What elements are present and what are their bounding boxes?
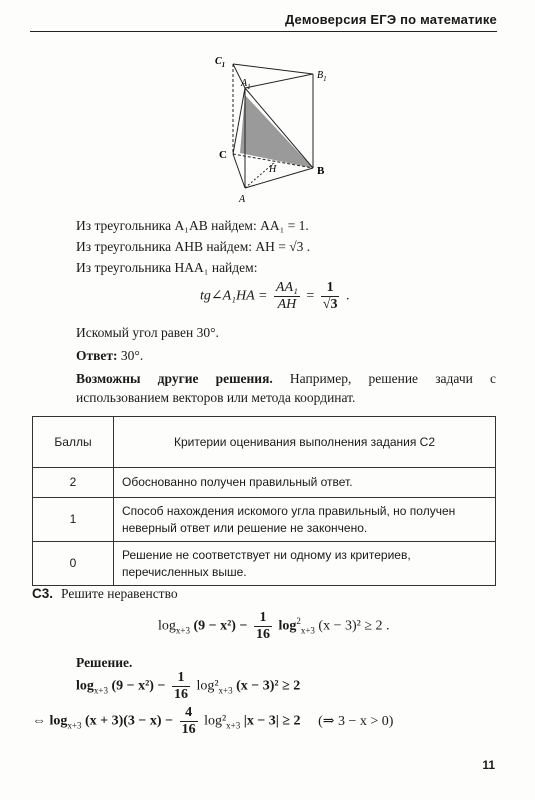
tangent-fraction-1-den: AH bbox=[277, 297, 297, 312]
tangent-fraction-2-den: √3 bbox=[322, 297, 338, 312]
answer-line bbox=[76, 345, 496, 366]
ineq-log-1: log bbox=[158, 618, 176, 634]
step2-log-base: x+3 bbox=[67, 720, 82, 731]
other-solutions bbox=[76, 369, 496, 407]
tangent-equals: = bbox=[306, 288, 315, 304]
label-c: C bbox=[219, 149, 227, 161]
label-h: H bbox=[269, 164, 277, 175]
ineq-log-2-power: 2 bbox=[296, 616, 301, 627]
step2-note: (⇒ 3 − x > 0) bbox=[318, 713, 394, 729]
table-row bbox=[33, 498, 496, 542]
row-score: 2 bbox=[33, 468, 114, 498]
step1-log2-base: x+3 bbox=[218, 685, 233, 696]
shaded-triangle bbox=[240, 95, 313, 168]
ineq-fraction-num: 1 bbox=[254, 610, 272, 627]
step2-arg: (x + 3)(3 − x) − bbox=[84, 713, 174, 729]
criteria-table bbox=[32, 416, 496, 586]
page-number: 11 bbox=[482, 758, 495, 772]
step1-log-base: x+3 bbox=[93, 685, 108, 696]
ineq-log-2-base: x+3 bbox=[300, 625, 315, 636]
solution-step-2 bbox=[32, 705, 393, 738]
tangent-fraction-2-num: 1 bbox=[321, 280, 340, 297]
step1-fraction bbox=[172, 670, 190, 703]
step1-fraction-num: 1 bbox=[172, 670, 190, 687]
step2-log2-base: x+3 bbox=[226, 720, 241, 731]
label-a: A bbox=[239, 194, 246, 205]
row-criterion: Способ нахождения искомого угла правильный, но получен неверный ответ или решение не закончено. bbox=[114, 498, 496, 542]
label-b1: $B_1$ bbox=[317, 70, 327, 83]
prism-figure bbox=[205, 50, 345, 210]
row-criterion: Обоснованно получен правильный ответ. bbox=[114, 468, 496, 498]
step2-fraction-den: 16 bbox=[181, 722, 196, 737]
tangent-lhs: tg∠A₁HA = bbox=[200, 288, 268, 304]
step2-fraction bbox=[180, 705, 198, 738]
angle-line bbox=[76, 322, 496, 343]
step1-arg2: (x − 3)² ≥ 2 bbox=[236, 678, 301, 694]
label-b: B bbox=[317, 165, 325, 177]
step2-log: ⇔ log bbox=[32, 713, 68, 729]
answer-label: Ответ: bbox=[76, 348, 118, 363]
row-score: 0 bbox=[33, 542, 114, 586]
other-solutions-rest: Например, решение задачи с использованием векторов или метода координат. bbox=[76, 371, 496, 405]
tangent-end: . bbox=[345, 288, 350, 304]
edge-a1-b1 bbox=[245, 74, 313, 88]
task-statement: Решите неравенство bbox=[61, 586, 178, 601]
step1-log2: log² bbox=[196, 678, 219, 694]
table-row bbox=[33, 542, 496, 586]
edge-a-b bbox=[245, 168, 313, 188]
solution-lines bbox=[76, 215, 496, 278]
ineq-fraction-den: 16 bbox=[255, 627, 270, 642]
ineq-log-2: log bbox=[278, 618, 297, 634]
solution-line-3: Из треугольника HAA₁ найдем: bbox=[76, 260, 258, 275]
tangent-formula bbox=[200, 280, 349, 313]
row-criterion: Решение не соответствует ни одному из критериев, перечисленных выше. bbox=[114, 542, 496, 586]
step2-arg2: |x − 3| ≥ 2 bbox=[243, 713, 301, 729]
label-c1: $C_1$ bbox=[215, 56, 226, 69]
step2-fraction-num: 4 bbox=[180, 705, 198, 722]
step1-log: log bbox=[76, 678, 94, 694]
criteria-header-text: Критерии оценивания выполнения задания С2 bbox=[114, 417, 496, 468]
ineq-fraction bbox=[254, 610, 272, 643]
solution-label: Решение. bbox=[76, 655, 133, 670]
criteria-header-row bbox=[33, 417, 496, 468]
tangent-fraction-1 bbox=[274, 280, 300, 313]
tangent-fraction-1-num: AA₁ bbox=[275, 280, 298, 295]
ineq-arg-2: (x − 3)² ≥ 2 . bbox=[318, 618, 390, 634]
solution-line-2: Из треугольника AHB найдем: AH = √3 . bbox=[76, 239, 311, 254]
answer-value: 30°. bbox=[117, 348, 144, 363]
ineq-arg-1: (9 − x²) − bbox=[193, 618, 248, 634]
table-row bbox=[33, 468, 496, 498]
task-number: С3. bbox=[32, 586, 54, 601]
step2-log2: log² bbox=[204, 713, 227, 729]
criteria-header-score: Баллы bbox=[33, 417, 114, 468]
step1-fraction-den: 16 bbox=[173, 687, 188, 702]
page-header: Демоверсия ЕГЭ по математике bbox=[30, 12, 497, 32]
edge-c1-b1 bbox=[233, 64, 313, 74]
task-inequality bbox=[158, 610, 390, 643]
tangent-fraction-2 bbox=[321, 280, 340, 313]
other-solutions-bold: Возможны другие решения. bbox=[76, 371, 273, 386]
ineq-log-1-base: x+3 bbox=[175, 625, 190, 636]
step1-arg: (9 − x²) − bbox=[111, 678, 166, 694]
row-score: 1 bbox=[33, 498, 114, 542]
label-a1: $A_1$ bbox=[241, 78, 251, 91]
edge-c-a bbox=[233, 154, 245, 188]
angle-text: Искомый угол равен 30°. bbox=[76, 325, 219, 340]
task-c3 bbox=[32, 586, 178, 602]
solution-step-1 bbox=[76, 670, 300, 703]
solution-line-1: Из треугольника A₁AB найдем: AA₁ = 1. bbox=[76, 218, 309, 233]
